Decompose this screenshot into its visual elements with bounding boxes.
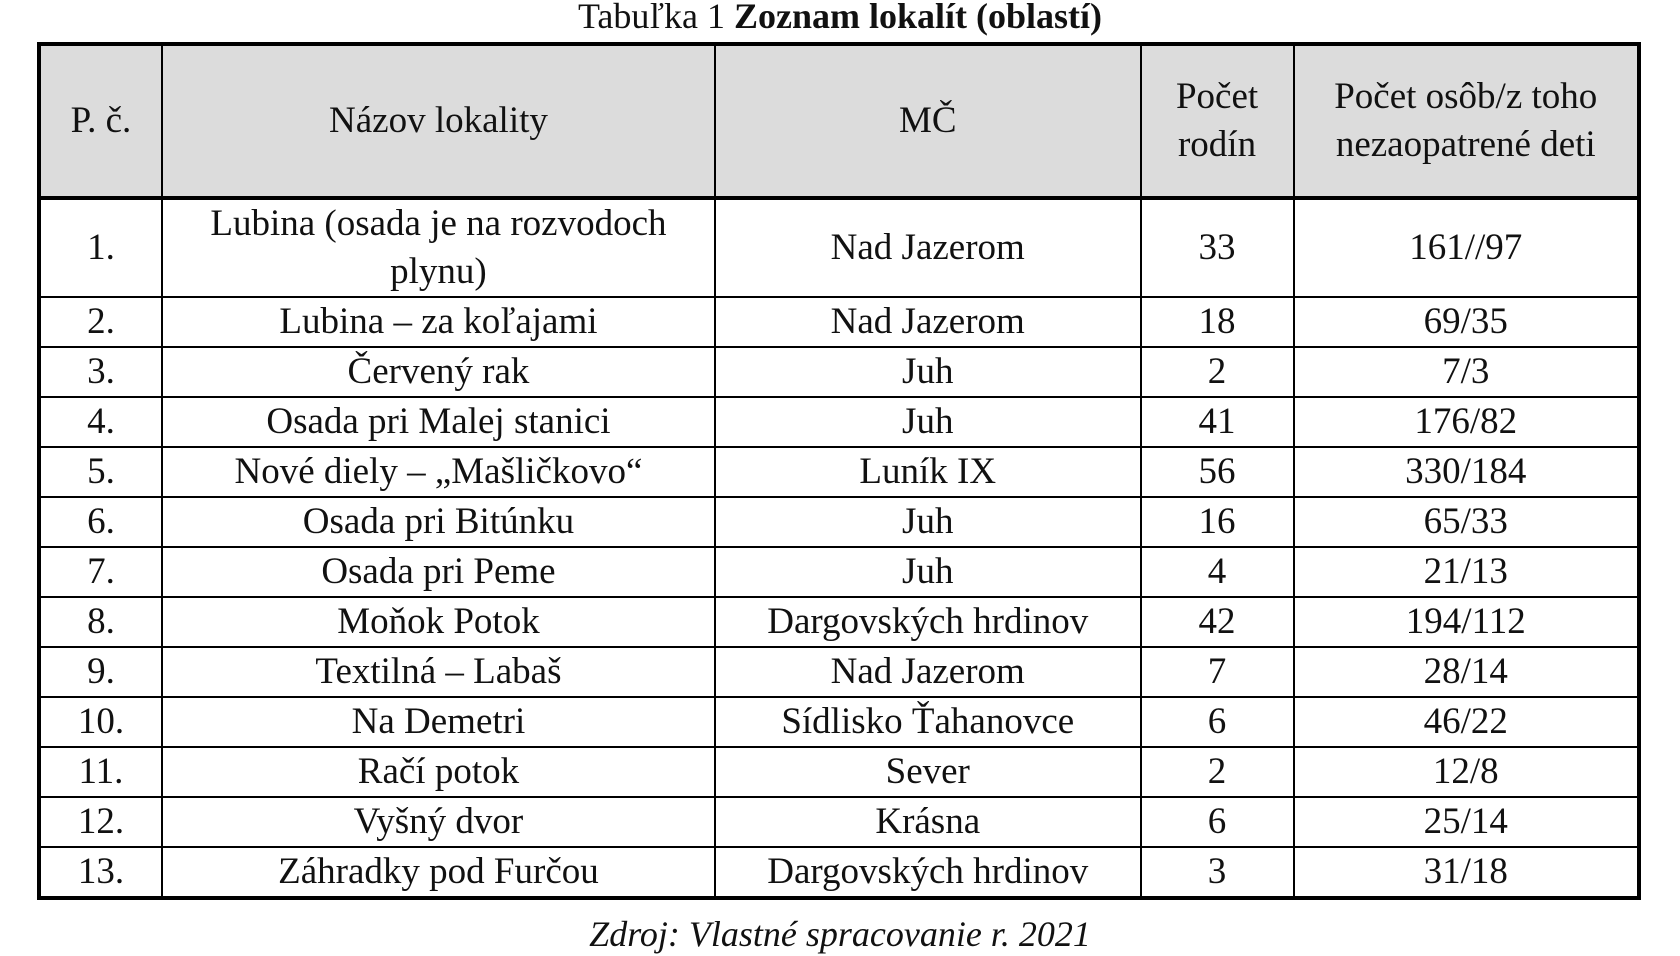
cell-location-name: Račí potok <box>162 747 715 797</box>
source-note: Zdroj: Vlastné spracovanie r. 2021 <box>589 914 1091 954</box>
cell-district: Juh <box>715 547 1141 597</box>
cell-families: 3 <box>1141 847 1294 898</box>
cell-families: 4 <box>1141 547 1294 597</box>
table-body <box>39 198 1639 898</box>
cell-location-name: Osada pri Peme <box>162 547 715 597</box>
cell-location-name: Textilná – Labaš <box>162 647 715 697</box>
cell-families: 41 <box>1141 397 1294 447</box>
cell-location-name: Lubina (osada je na rozvodoch plynu) <box>162 198 715 297</box>
locations-table <box>37 42 1641 900</box>
cell-persons-children: 31/18 <box>1294 847 1639 898</box>
cell-district: Nad Jazerom <box>715 198 1141 297</box>
table-row <box>39 198 1639 297</box>
cell-persons-children: 25/14 <box>1294 797 1639 847</box>
table-row <box>39 297 1639 347</box>
cell-number: 6. <box>39 497 162 547</box>
header-number: P. č. <box>39 44 162 198</box>
header-families: Počet rodín <box>1141 44 1294 198</box>
cell-number: 2. <box>39 297 162 347</box>
cell-number: 9. <box>39 647 162 697</box>
cell-district: Juh <box>715 497 1141 547</box>
table-row <box>39 447 1639 497</box>
cell-persons-children: 46/22 <box>1294 697 1639 747</box>
cell-number: 8. <box>39 597 162 647</box>
cell-location-name: Nové diely – „Mašličkovo“ <box>162 447 715 497</box>
caption-title: Zoznam lokalít (oblastí) <box>734 0 1103 36</box>
cell-district: Juh <box>715 347 1141 397</box>
cell-location-name: Vyšný dvor <box>162 797 715 847</box>
table-row <box>39 797 1639 847</box>
cell-number: 1. <box>39 198 162 297</box>
cell-persons-children: 21/13 <box>1294 547 1639 597</box>
cell-number: 4. <box>39 397 162 447</box>
cell-families: 2 <box>1141 347 1294 397</box>
cell-location-name: Lubina – za koľajami <box>162 297 715 347</box>
cell-families: 18 <box>1141 297 1294 347</box>
cell-persons-children: 12/8 <box>1294 747 1639 797</box>
cell-persons-children: 330/184 <box>1294 447 1639 497</box>
cell-families: 33 <box>1141 198 1294 297</box>
table-row <box>39 547 1639 597</box>
table-header-row <box>39 44 1639 198</box>
cell-persons-children: 69/35 <box>1294 297 1639 347</box>
table-row <box>39 847 1639 898</box>
cell-location-name: Červený rak <box>162 347 715 397</box>
cell-persons-children: 194/112 <box>1294 597 1639 647</box>
table-row <box>39 497 1639 547</box>
cell-families: 7 <box>1141 647 1294 697</box>
cell-district: Sever <box>715 747 1141 797</box>
cell-location-name: Osada pri Malej stanici <box>162 397 715 447</box>
cell-number: 13. <box>39 847 162 898</box>
cell-persons-children: 28/14 <box>1294 647 1639 697</box>
table-row <box>39 397 1639 447</box>
header-persons-children: Počet osôb/z toho nezaopatrené deti <box>1294 44 1639 198</box>
cell-district: Dargovských hrdinov <box>715 847 1141 898</box>
cell-number: 12. <box>39 797 162 847</box>
cell-persons-children: 176/82 <box>1294 397 1639 447</box>
cell-district: Dargovských hrdinov <box>715 597 1141 647</box>
cell-district: Luník IX <box>715 447 1141 497</box>
cell-district: Nad Jazerom <box>715 297 1141 347</box>
cell-district: Nad Jazerom <box>715 647 1141 697</box>
cell-number: 3. <box>39 347 162 397</box>
cell-number: 11. <box>39 747 162 797</box>
header-district: MČ <box>715 44 1141 198</box>
cell-persons-children: 65/33 <box>1294 497 1639 547</box>
table-caption <box>0 0 1680 38</box>
table-row <box>39 597 1639 647</box>
cell-families: 2 <box>1141 747 1294 797</box>
table-row <box>39 697 1639 747</box>
cell-location-name: Moňok Potok <box>162 597 715 647</box>
cell-district: Krásna <box>715 797 1141 847</box>
cell-families: 6 <box>1141 797 1294 847</box>
cell-families: 56 <box>1141 447 1294 497</box>
cell-families: 42 <box>1141 597 1294 647</box>
table-row <box>39 747 1639 797</box>
cell-persons-children: 7/3 <box>1294 347 1639 397</box>
cell-location-name: Záhradky pod Furčou <box>162 847 715 898</box>
cell-families: 16 <box>1141 497 1294 547</box>
cell-location-name: Na Demetri <box>162 697 715 747</box>
cell-persons-children: 161//97 <box>1294 198 1639 297</box>
cell-number: 10. <box>39 697 162 747</box>
header-location-name: Názov lokality <box>162 44 715 198</box>
cell-location-name: Osada pri Bitúnku <box>162 497 715 547</box>
cell-number: 7. <box>39 547 162 597</box>
cell-district: Sídlisko Ťahanovce <box>715 697 1141 747</box>
table-row <box>39 647 1639 697</box>
table-row <box>39 347 1639 397</box>
cell-district: Juh <box>715 397 1141 447</box>
cell-number: 5. <box>39 447 162 497</box>
cell-families: 6 <box>1141 697 1294 747</box>
caption-prefix: Tabuľka 1 <box>577 0 726 36</box>
